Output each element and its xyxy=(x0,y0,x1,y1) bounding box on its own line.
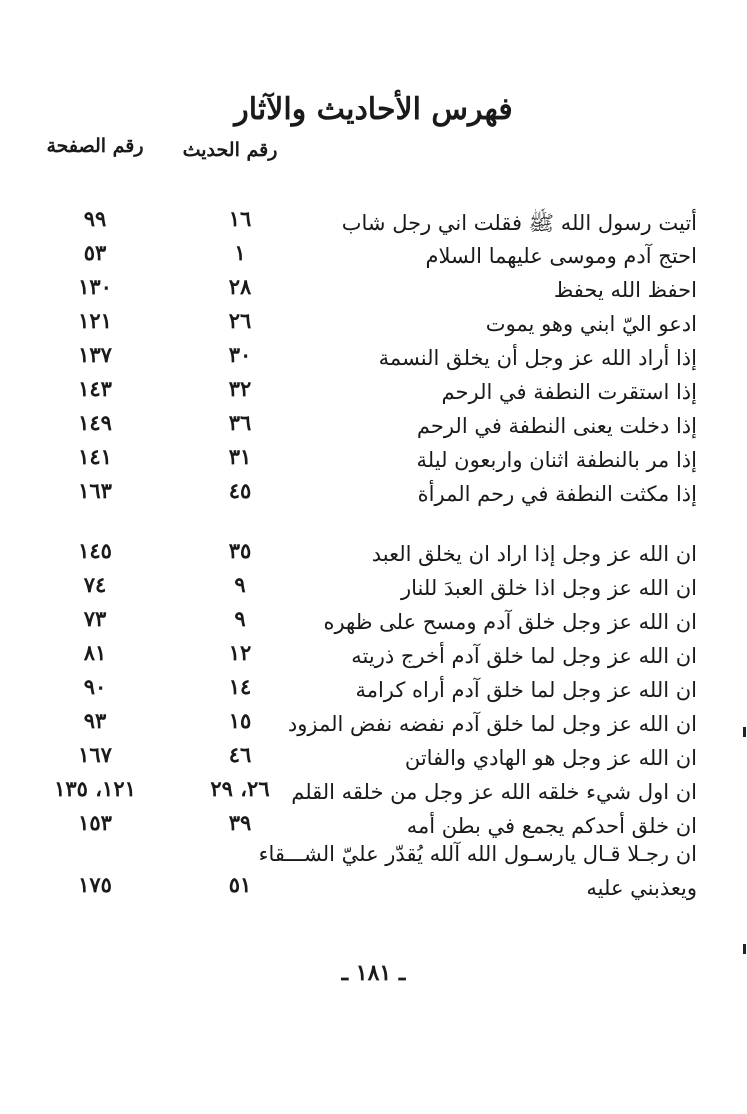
entry-hadith-number: ٣٥ xyxy=(228,538,252,563)
entry-hadith-number: ٢٦ xyxy=(228,308,252,333)
entry-page-number: ١٤٣ xyxy=(78,376,112,401)
entry-text: أتيت رسول الله ﷺ فقلت اني رجل شاب xyxy=(341,211,697,235)
entry-page-number: ٨١ xyxy=(83,640,107,665)
index-entry xyxy=(0,742,747,778)
index-entry xyxy=(0,674,747,710)
entry-text: احفظ الله يحفظ xyxy=(553,278,697,302)
entry-page-number: ٧٤ xyxy=(83,572,107,597)
entry-text: إذا أراد الله عز وجل أن يخلق النسمة xyxy=(378,346,697,370)
scan-edge-mark xyxy=(743,944,746,954)
index-entry xyxy=(0,206,747,242)
index-entry xyxy=(0,478,747,514)
entry-text: إذا دخلت يعنى النطفة في الرحم xyxy=(416,414,697,438)
entry-hadith-number: ٢٨ xyxy=(228,274,252,299)
entry-hadith-number: ٣٠ xyxy=(228,342,252,367)
entry-text: ان اول شيء خلقه الله عز وجل من خلقه القلم xyxy=(291,780,697,804)
entry-page-number: ٩٩ xyxy=(83,206,107,231)
entry-text: احتج آدم وموسى عليهما السلام xyxy=(425,244,697,268)
page-number-footer: ـ ١٨١ ـ xyxy=(341,960,406,986)
index-entry xyxy=(0,410,747,446)
entry-hadith-number: ٤٥ xyxy=(228,478,252,503)
index-entry xyxy=(0,240,747,276)
index-entry xyxy=(0,842,747,874)
entry-page-number: ١٤٩ xyxy=(78,410,112,435)
entry-page-number: ١٤١ xyxy=(78,444,112,469)
entry-text: إذا مكثت النطفة في رحم المرأة xyxy=(417,482,697,506)
scan-edge-mark xyxy=(743,727,746,737)
index-entry xyxy=(0,308,747,344)
entry-text: ان رجـلا قـال يارسـول الله آلله يُقدّر عليّ الشـــقاء xyxy=(258,842,697,866)
entry-text: ان الله عز وجل لما خلق آدم أخرج ذريته xyxy=(351,644,697,668)
entry-text: ادعو اليّ ابني وهو يموت xyxy=(485,312,697,336)
entry-text: إذا استقرت النطفة في الرحم xyxy=(441,380,697,404)
entry-text: ان الله عز وجل هو الهادي والفاتن xyxy=(404,746,697,770)
entry-hadith-number: ٣٩ xyxy=(228,810,252,835)
index-entry xyxy=(0,444,747,480)
entry-text: ان الله عز وجل إذا اراد ان يخلق العبد xyxy=(371,542,697,566)
index-entry xyxy=(0,342,747,378)
page-number-header: رقم الصفحة xyxy=(46,135,144,157)
entry-hadith-number: ١٤ xyxy=(228,674,252,699)
entry-hadith-number: ٣١ xyxy=(228,444,252,469)
entry-hadith-number: ٣٢ xyxy=(228,376,252,401)
entry-page-number: ٩٠ xyxy=(83,674,107,699)
index-entry xyxy=(0,708,747,744)
entry-hadith-number: ١٦ xyxy=(228,206,252,231)
entry-hadith-number: ١٢ xyxy=(228,640,252,665)
entry-hadith-number: ١٥ xyxy=(228,708,252,733)
entry-page-number: ٧٣ xyxy=(83,606,107,631)
index-entry xyxy=(0,538,747,574)
index-entry xyxy=(0,572,747,608)
entry-page-number: ١٧٥ xyxy=(78,872,112,897)
index-title: فهرس الأحاديث والآثار xyxy=(234,92,513,127)
entry-hadith-number: ١ xyxy=(234,240,246,265)
entry-hadith-number: ٩ xyxy=(234,572,246,597)
entry-page-number: ١٦٣ xyxy=(78,478,112,503)
entry-text: ان الله عز وجل اذا خلق العبدَ للنار xyxy=(401,576,697,600)
index-entry xyxy=(0,776,747,812)
entry-page-number: ١٥٣ xyxy=(78,810,112,835)
index-entry-continuation xyxy=(0,872,747,908)
entry-text: إذا مر بالنطفة اثنان واربعون ليلة xyxy=(416,448,697,472)
entry-page-number: ١٢١، ١٣٥ xyxy=(54,776,136,801)
index-entry xyxy=(0,274,747,310)
entry-text: ان الله عز وجل لما خلق آدم نفضه نفض المزود xyxy=(287,712,697,736)
hadith-number-header: رقم الحديث xyxy=(182,139,278,161)
index-entry xyxy=(0,640,747,676)
entry-hadith-number: ٤٦ xyxy=(228,742,252,767)
entry-page-number: ١٤٥ xyxy=(78,538,112,563)
entry-text: ان خلق أحدكم يجمع في بطن أمه xyxy=(406,814,697,838)
entry-hadith-number: ٣٦ xyxy=(228,410,252,435)
entry-hadith-number: ٢٦، ٢٩ xyxy=(210,776,270,801)
entry-page-number: ٥٣ xyxy=(83,240,107,265)
entry-page-number: ١٦٧ xyxy=(78,742,112,767)
index-entry xyxy=(0,376,747,412)
entry-hadith-number: ٩ xyxy=(234,606,246,631)
entry-page-number: ١٣٠ xyxy=(78,274,112,299)
entry-text: ان الله عز وجل لما خلق آدم أراه كرامة xyxy=(355,678,697,702)
entry-page-number: ١٣٧ xyxy=(78,342,112,367)
index-entry xyxy=(0,606,747,642)
entry-hadith-number: ٥١ xyxy=(228,872,252,897)
entry-page-number: ١٢١ xyxy=(78,308,112,333)
entry-text: ويعذبني عليه xyxy=(586,876,697,900)
entry-text: ان الله عز وجل خلق آدم ومسح على ظهره xyxy=(323,610,697,634)
entry-page-number: ٩٣ xyxy=(83,708,107,733)
